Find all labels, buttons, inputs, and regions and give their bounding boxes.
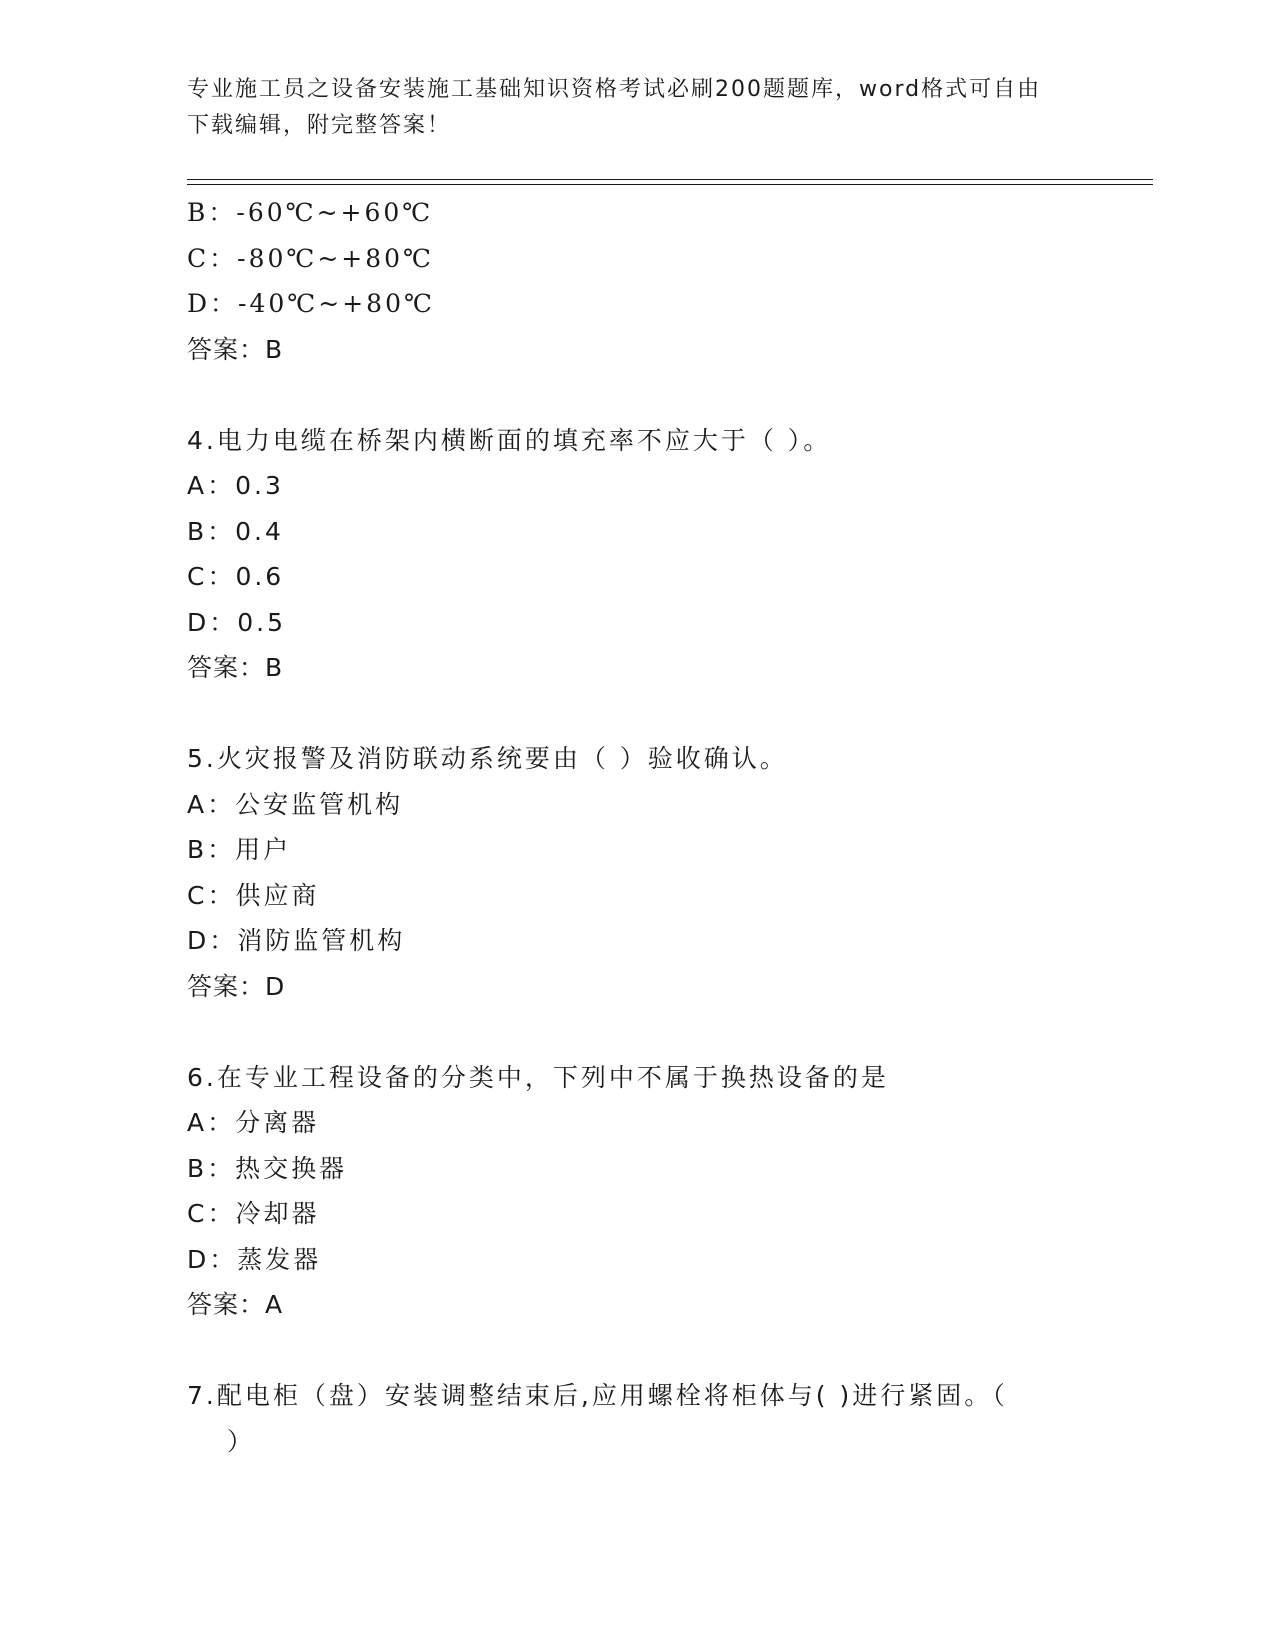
question-list: [187, 190, 1087, 1464]
q7-question-line-2: ）: [227, 1426, 256, 1456]
q5-option-b: B：用户: [187, 835, 292, 864]
q5-option-c: C：供应商: [187, 880, 320, 910]
q6-question: 6.在专业工程设备的分类中，下列中不属于换热设备的是: [187, 1062, 889, 1092]
header-divider-top: [187, 179, 1153, 180]
q5-option-d: D：消防监管机构: [187, 926, 406, 955]
q5-option-a: A：公安监管机构: [187, 789, 404, 819]
q5-question: 5.火灾报警及消防联动系统要由（ ）验收确认。: [187, 744, 788, 773]
document-header: [187, 72, 1067, 144]
spacer: [187, 1328, 1087, 1374]
q3-answer: 答案：B: [187, 334, 284, 364]
q6-answer: 答案：A: [187, 1290, 284, 1319]
q5-answer: 答案：D: [187, 971, 286, 1001]
q6-option-d: D：蒸发器: [187, 1244, 322, 1274]
q4-option-d: D：0.5: [187, 607, 287, 637]
q4-option-b: B：0.4: [187, 516, 284, 546]
spacer: [187, 1009, 1087, 1055]
header-line-2: 下载编辑，附完整答案！: [187, 113, 452, 138]
spacer: [187, 691, 1087, 737]
q6-option-c: C：冷却器: [187, 1199, 320, 1228]
header-line-1: 专业施工员之设备安装施工基础知识资格考试必刷200题题库，word格式可自由: [187, 77, 1042, 102]
q3-option-b: B：-60℃~+60℃: [187, 198, 434, 227]
q3-option-d: D：-40℃~+80℃: [187, 289, 435, 318]
header-divider-bottom: [187, 184, 1153, 185]
q3-option-c: C：-80℃~+80℃: [187, 243, 435, 273]
q4-option-c: C：0.6: [187, 562, 285, 591]
q6-option-a: A：分离器: [187, 1108, 320, 1137]
spacer: [187, 372, 1087, 418]
q7-question-line-1: 7.配电柜（盘）安装调整结束后,应用螺栓将柜体与( )进行紧固。（: [187, 1381, 1008, 1410]
q4-option-a: A：0.3: [187, 471, 284, 500]
q6-option-b: B：热交换器: [187, 1153, 348, 1183]
q4-answer: 答案：B: [187, 653, 284, 682]
q4-question: 4.电力电缆在桥架内横断面的填充率不应大于（ ）。: [187, 425, 832, 455]
